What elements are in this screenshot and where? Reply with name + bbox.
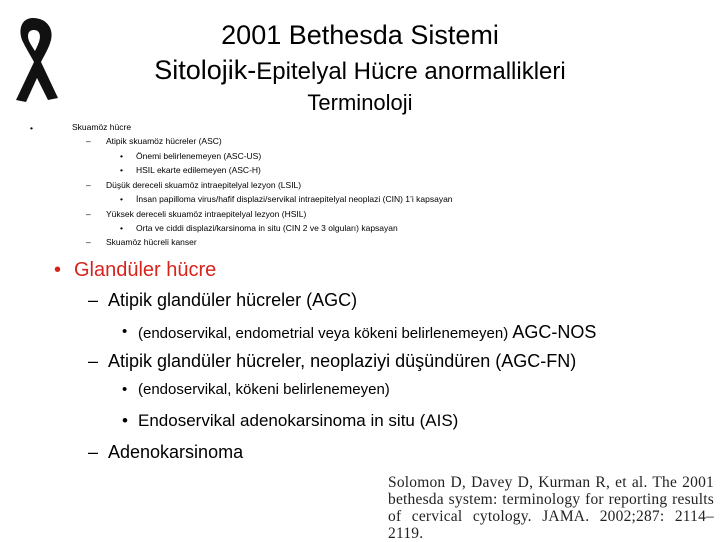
bullet-marker: • xyxy=(122,323,128,340)
list-item: Orta ve ciddi displazi/karsinoma in situ (CIN 2 ve 3 olguları) kapsayan xyxy=(136,223,398,233)
bullet-marker: • xyxy=(120,165,123,175)
subtitle-suffix: Epitelyal Hücre anormallikleri xyxy=(256,58,566,85)
bullet-marker: • xyxy=(120,151,123,161)
list-item: Önemi belirlenemeyen (ASC-US) xyxy=(136,151,262,161)
list-item xyxy=(138,321,596,345)
agc-description: (endoservikal, endometrial veya kökeni belirlenemeyen) xyxy=(138,325,509,342)
bullet-marker: • xyxy=(122,411,128,430)
list-item: Düşük dereceli skuamöz intraepitelyal lezyon (LSIL) xyxy=(106,180,302,190)
bullet-marker: • xyxy=(30,123,33,133)
page-title: 2001 Bethesda Sistemi xyxy=(221,20,499,50)
list-item: Endoservikal adenokarsinoma in situ (AIS) xyxy=(138,411,459,430)
bullet-marker: • xyxy=(120,223,123,233)
dash-marker: – xyxy=(86,209,91,219)
list-item: İnsan papilloma virus/hafif displazi/servikal intraepitelyal neoplazi (CIN) 1’i kapsayan xyxy=(136,194,453,204)
awareness-ribbon-icon xyxy=(6,14,64,104)
dash-marker: – xyxy=(86,136,91,146)
list-item: Atipik glandüler hücreler (AGC) xyxy=(108,290,358,310)
list-item: Atipik skuamöz hücreler (ASC) xyxy=(106,136,222,146)
dash-marker: – xyxy=(86,237,91,247)
list-item: Skuamöz hücreli kanser xyxy=(106,237,197,247)
page-subtitle-terminology: Terminoloji xyxy=(307,90,413,115)
bullet-marker: • xyxy=(54,259,62,281)
glandular-heading: Glandüler hücre xyxy=(74,259,217,281)
list-item: Yüksek dereceli skuamöz intraepitelyal lezyon (HSIL) xyxy=(106,209,307,219)
bullet-marker: • xyxy=(122,381,128,398)
list-item: Atipik glandüler hücreler, neoplaziyi düşündüren (AGC-FN) xyxy=(108,351,577,371)
dash-marker: – xyxy=(88,351,99,371)
squamous-heading: Skuamöz hücre xyxy=(72,122,132,132)
list-item: Adenokarsinoma xyxy=(108,442,244,462)
subtitle-prefix: Sitolojik- xyxy=(154,55,257,85)
bullet-marker: • xyxy=(120,194,123,204)
page-subtitle xyxy=(100,53,620,89)
list-item: HSIL ekarte edilemeyen (ASC-H) xyxy=(136,165,261,175)
dash-marker: – xyxy=(88,290,99,310)
dash-marker: – xyxy=(88,442,99,462)
agc-nos-code: AGC-NOS xyxy=(512,322,597,342)
citation-reference: Solomon D, Davey D, Kurman R, et al. The 2001 bethesda system: terminology for reporting results of cervical cytology. JAMA. 2002;287: 2114–2119. xyxy=(388,474,714,542)
dash-marker: – xyxy=(86,180,91,190)
list-item: (endoservikal, kökeni belirlenemeyen) xyxy=(138,381,390,398)
